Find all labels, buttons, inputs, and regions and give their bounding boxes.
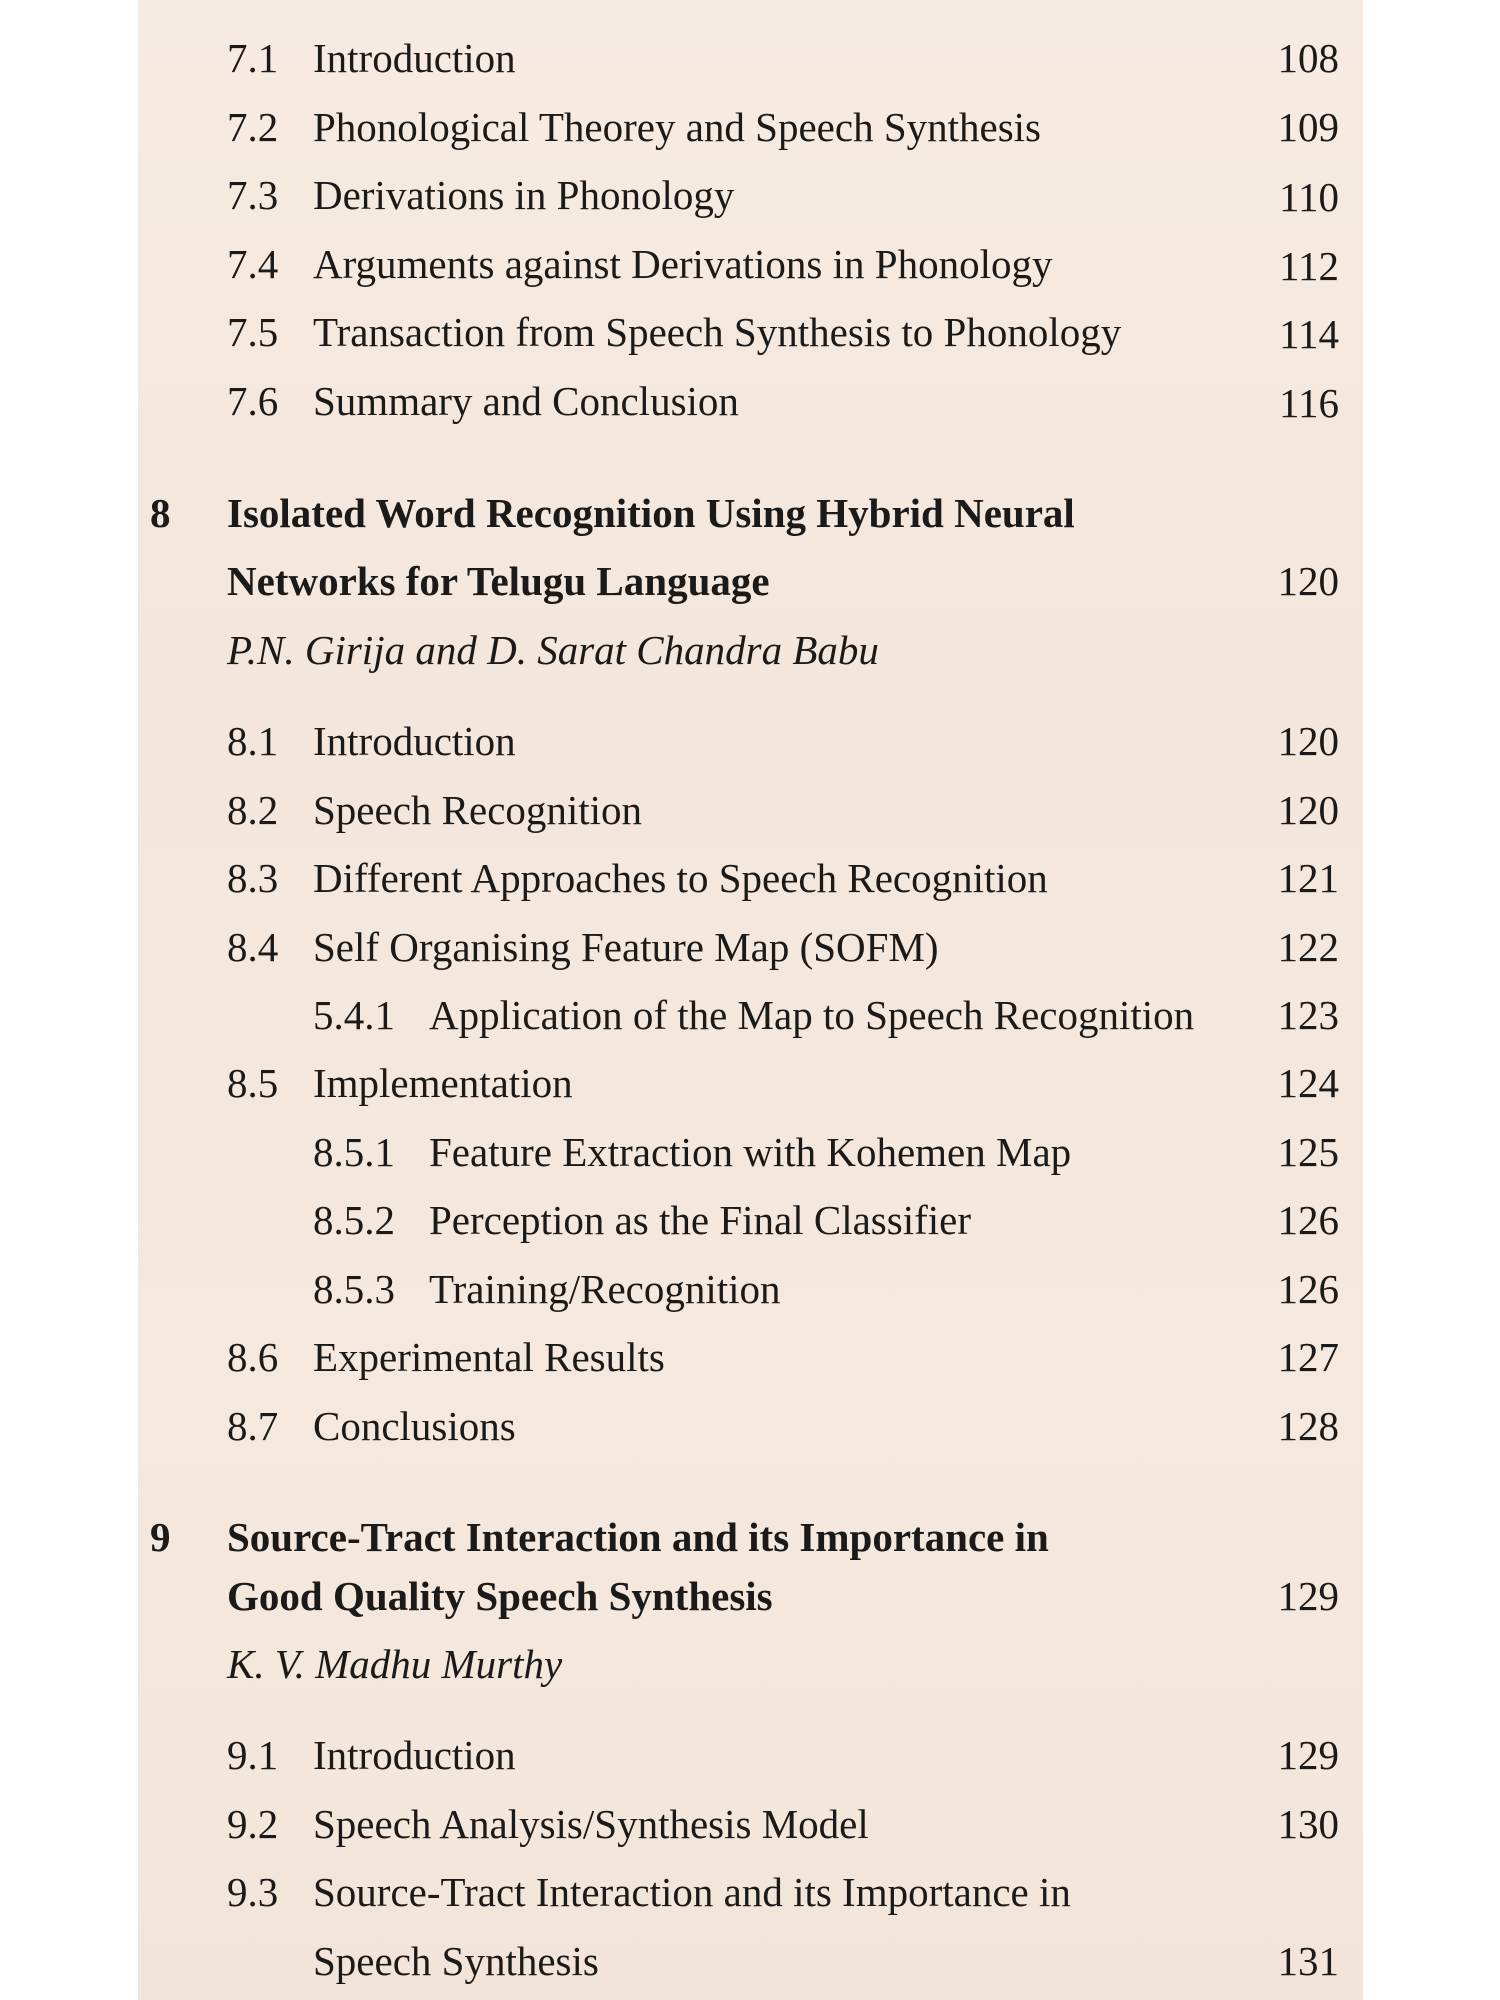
section-title: Conclusions xyxy=(313,1403,516,1449)
section-title: Different Approaches to Speech Recognition xyxy=(313,855,1048,901)
section-title: Introduction xyxy=(313,718,516,764)
page-number: 114 xyxy=(1279,311,1339,357)
section-title: Introduction xyxy=(313,35,516,81)
toc-entry-9-3 xyxy=(227,1867,1071,1917)
section-number: 9.2 xyxy=(227,1801,279,1847)
section-number: 8.2 xyxy=(227,787,279,833)
subsection-number: 8.5.2 xyxy=(313,1197,395,1243)
section-title: Implementation xyxy=(313,1060,573,1106)
section-number: 8.3 xyxy=(227,855,279,901)
section-title: Summary and Conclusion xyxy=(313,378,739,424)
toc-entry-7-5 xyxy=(227,307,1121,357)
subsection-title: Training/Recognition xyxy=(429,1266,781,1312)
subsection-number: 5.4.1 xyxy=(313,992,395,1038)
page-number: 130 xyxy=(1277,1801,1339,1847)
section-number: 8.4 xyxy=(227,924,279,970)
chapter-authors: P.N. Girija and D. Sarat Chandra Babu xyxy=(227,627,879,673)
section-number: 7.6 xyxy=(227,378,279,424)
page-number: 110 xyxy=(1279,174,1339,220)
subsection-number: 8.5.1 xyxy=(313,1129,395,1175)
section-number: 8.7 xyxy=(227,1403,279,1449)
page-number: 126 xyxy=(1277,1266,1339,1312)
toc-entry-7-3 xyxy=(227,170,734,220)
chapter-page-number: 129 xyxy=(1277,1573,1339,1619)
page-number: 131 xyxy=(1277,1938,1339,1984)
section-number: 7.1 xyxy=(227,35,279,81)
subsection-title: Feature Extraction with Kohemen Map xyxy=(429,1129,1072,1175)
toc-entry-9-3-continuation xyxy=(313,1936,599,1986)
section-number: 9.3 xyxy=(227,1869,279,1915)
page-number: 129 xyxy=(1277,1732,1339,1778)
section-number: 8.6 xyxy=(227,1334,279,1380)
page-number: 122 xyxy=(1277,924,1339,970)
page-number: 120 xyxy=(1277,718,1339,764)
toc-entry-8-1 xyxy=(227,716,516,766)
toc-entry-8-6 xyxy=(227,1332,665,1382)
section-title: Source-Tract Interaction and its Importance in xyxy=(313,1869,1071,1915)
page-number: 109 xyxy=(1277,104,1339,150)
chapter-number: 9 xyxy=(150,1514,171,1560)
section-title: Speech Analysis/Synthesis Model xyxy=(313,1801,869,1847)
chapter-number: 8 xyxy=(150,490,171,536)
page-number: 127 xyxy=(1277,1334,1339,1380)
page-number: 121 xyxy=(1277,855,1339,901)
toc-entry-9-2 xyxy=(227,1799,869,1849)
section-number: 7.3 xyxy=(227,172,279,218)
page-number: 112 xyxy=(1279,243,1339,289)
chapter-page-number: 120 xyxy=(1277,558,1339,604)
section-number: 7.4 xyxy=(227,241,279,287)
toc-entry-7-4 xyxy=(227,239,1052,289)
toc-entry-8-4 xyxy=(227,922,939,972)
chapter-authors: K. V. Madhu Murthy xyxy=(227,1641,563,1687)
page-number: 120 xyxy=(1277,787,1339,833)
page-number: 124 xyxy=(1277,1060,1339,1106)
toc-entry-8-7 xyxy=(227,1401,516,1451)
section-title: Speech Recognition xyxy=(313,787,643,833)
section-title: Introduction xyxy=(313,1732,516,1778)
page-number: 108 xyxy=(1277,35,1339,81)
toc-entry-8-3 xyxy=(227,853,1048,903)
toc-entry-7-1 xyxy=(227,33,516,83)
page-number: 125 xyxy=(1277,1129,1339,1175)
section-title: Experimental Results xyxy=(313,1334,665,1380)
section-title: Phonological Theorey and Speech Synthesis xyxy=(313,104,1042,150)
subsection-title: Perception as the Final Classifier xyxy=(429,1197,971,1243)
toc-entry-8-5-2 xyxy=(313,1195,971,1245)
section-title: Speech Synthesis xyxy=(313,1938,599,1984)
section-title: Arguments against Derivations in Phonology xyxy=(313,241,1053,287)
toc-entry-8-5-1 xyxy=(313,1127,1071,1177)
section-title: Derivations in Phonology xyxy=(313,172,735,218)
section-number: 8.5 xyxy=(227,1060,279,1106)
chapter-title-line: Good Quality Speech Synthesis xyxy=(227,1573,773,1619)
toc-entry-7-2 xyxy=(227,102,1041,152)
page-number: 128 xyxy=(1277,1403,1339,1449)
page-number: 123 xyxy=(1277,992,1339,1038)
section-number: 7.2 xyxy=(227,104,279,150)
section-number: 7.5 xyxy=(227,309,279,355)
toc-entry-8-5 xyxy=(227,1058,573,1108)
toc-entry-8-5-3 xyxy=(313,1264,781,1314)
section-title: Transaction from Speech Synthesis to Phonology xyxy=(313,309,1122,355)
subsection-title: Application of the Map to Speech Recognition xyxy=(429,992,1195,1038)
subsection-number: 8.5.3 xyxy=(313,1266,395,1312)
section-title: Self Organising Feature Map (SOFM) xyxy=(313,924,939,970)
section-number: 8.1 xyxy=(227,718,279,764)
page-number: 116 xyxy=(1279,380,1339,426)
toc-entry-8-2 xyxy=(227,785,642,835)
chapter-title-line: Source-Tract Interaction and its Importance in xyxy=(227,1514,1049,1560)
chapter-title-line: Isolated Word Recognition Using Hybrid Neural xyxy=(227,490,1075,536)
toc-entry-9-1 xyxy=(227,1730,516,1780)
section-number: 9.1 xyxy=(227,1732,279,1778)
chapter-title-line: Networks for Telugu Language xyxy=(227,558,770,604)
page-number: 126 xyxy=(1277,1197,1339,1243)
toc-entry-5-4-1 xyxy=(313,990,1194,1040)
toc-entry-7-6 xyxy=(227,376,739,426)
